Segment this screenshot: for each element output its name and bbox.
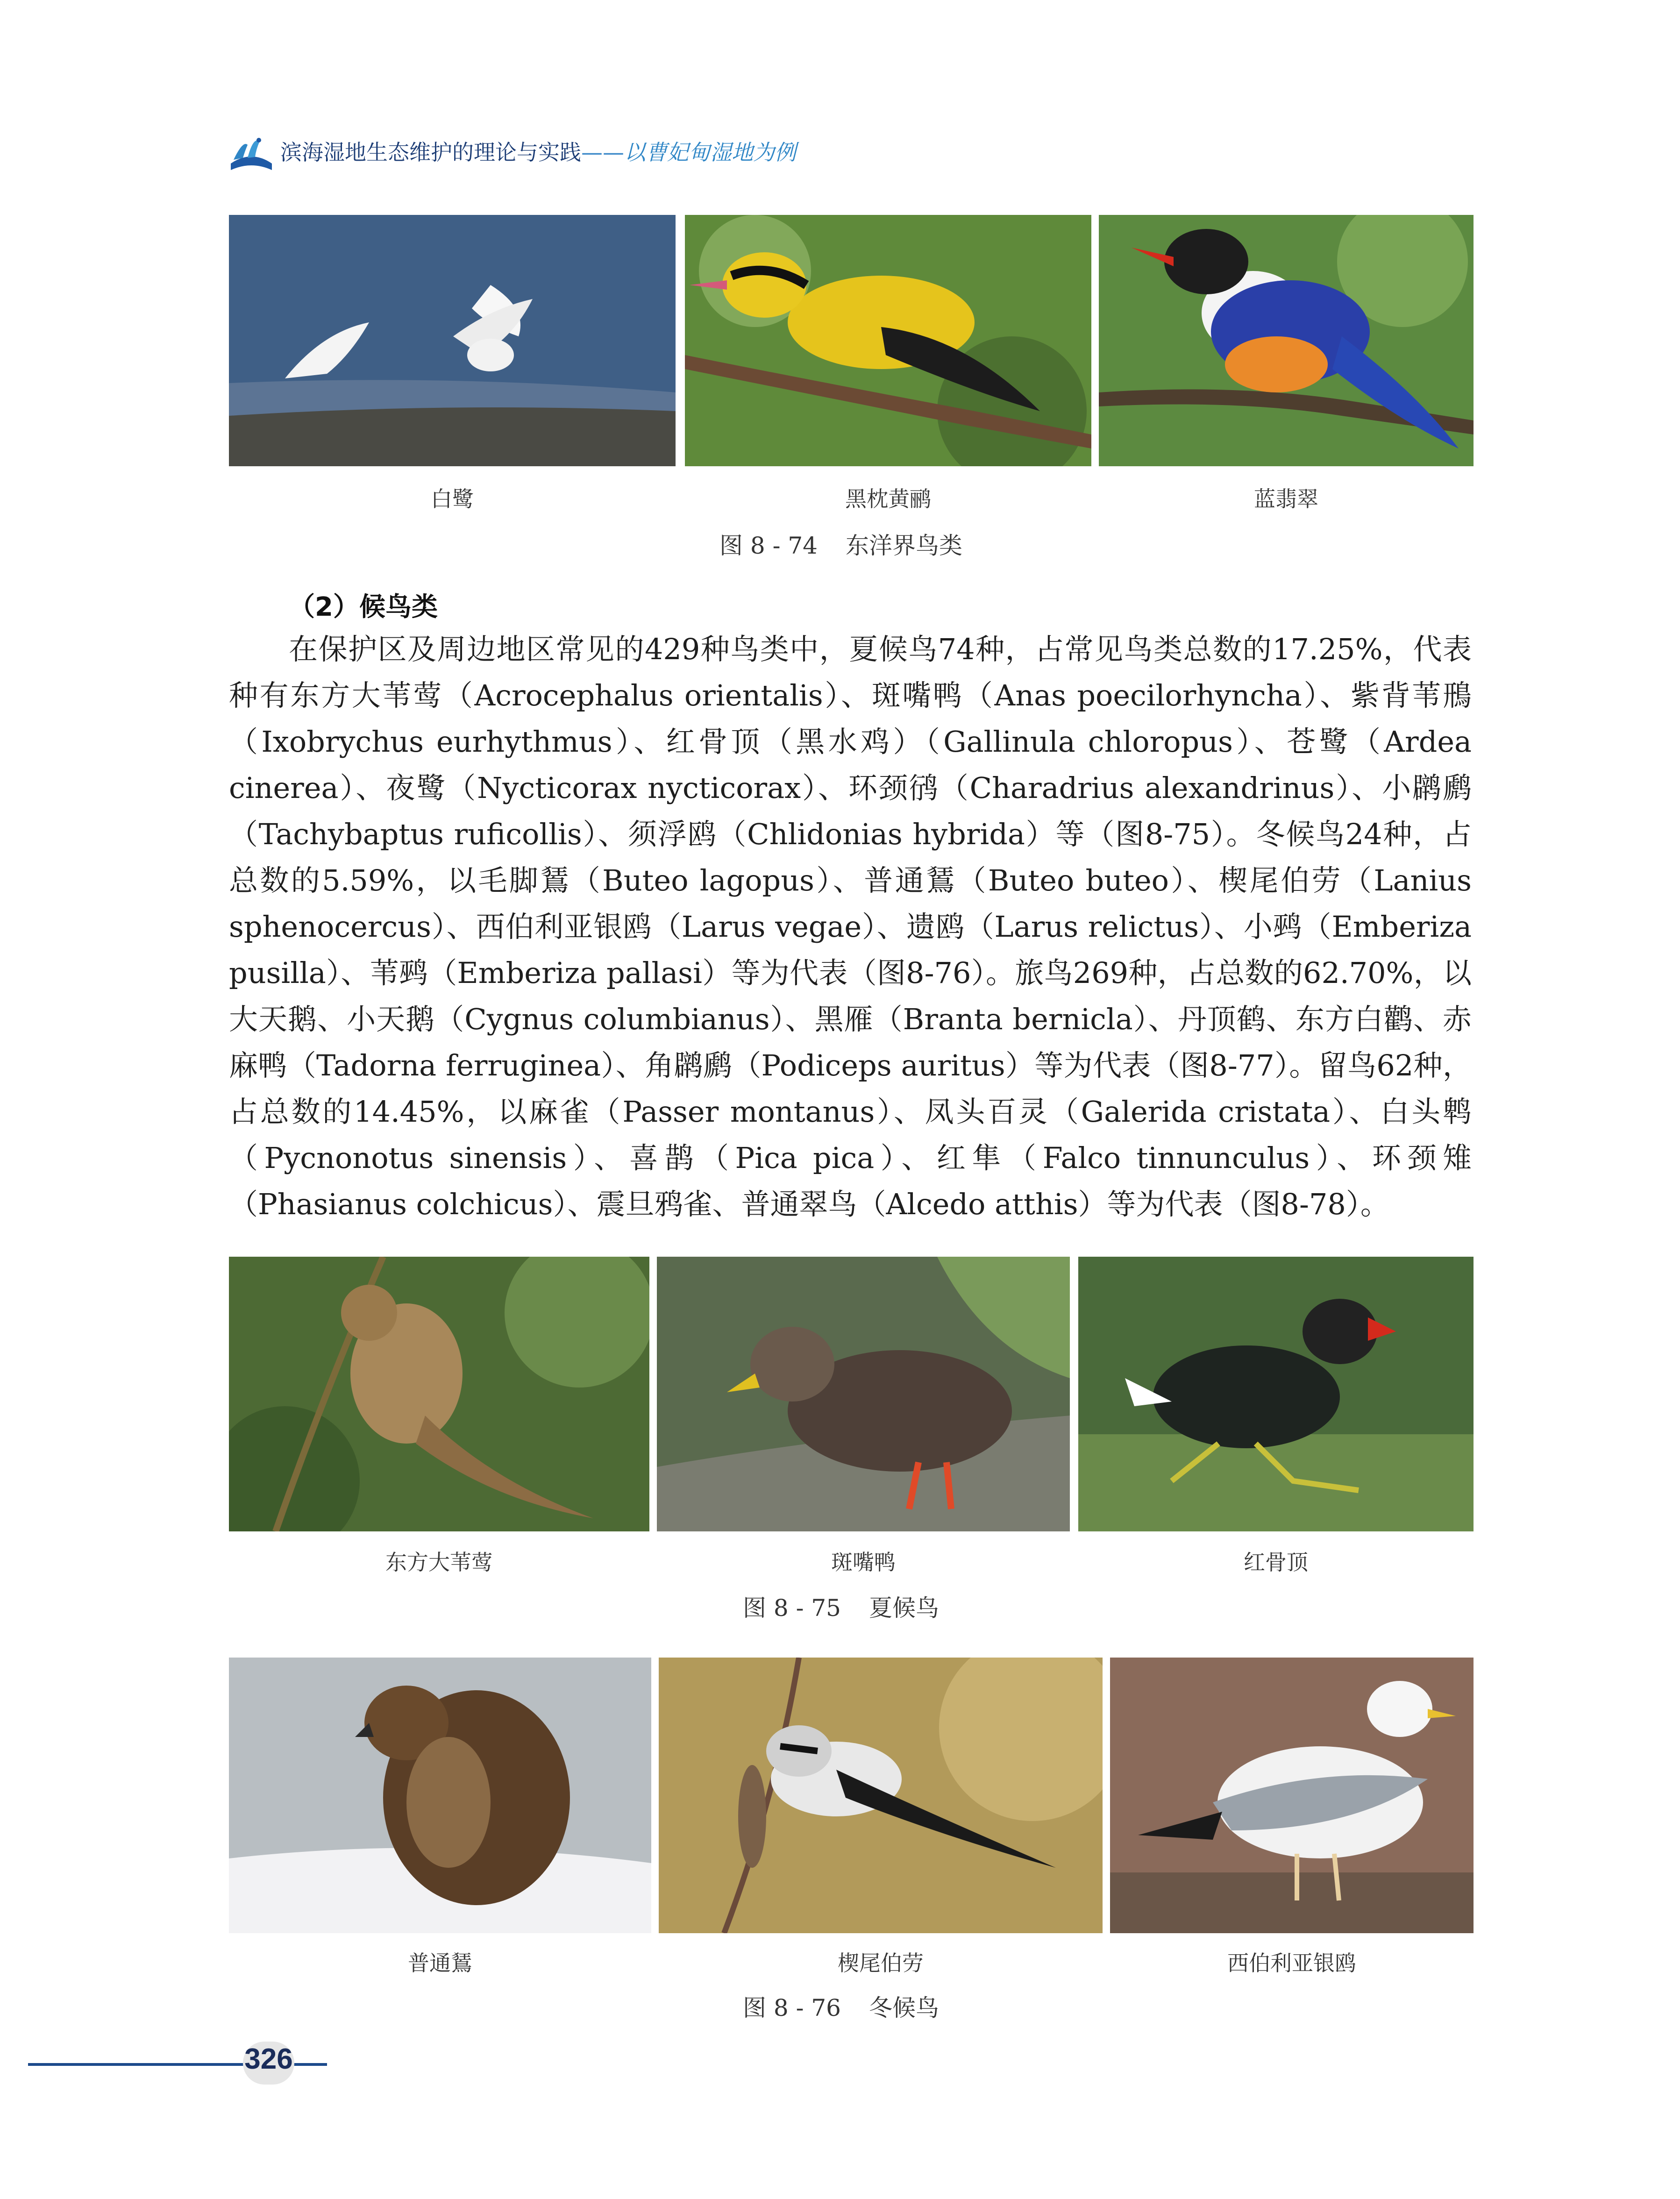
header-subtitle: 以曹妃甸湿地为例 (624, 140, 796, 165)
caption-spot-billed-duck: 斑嘴鸭 (831, 1550, 896, 1575)
page-number: 326 (244, 2043, 293, 2075)
photo-vega-gull (1110, 1658, 1474, 1933)
figure-caption-8-74 (607, 527, 1075, 561)
photo-oriental-reed-warbler (229, 1257, 649, 1531)
header-title: 滨海湿地生态维护的理论与实践 (280, 140, 581, 165)
figure-number: 图 8 - 75 (742, 1594, 841, 1622)
figure-number: 图 8 - 74 (719, 532, 818, 559)
figure-title: 夏候鸟 (869, 1594, 939, 1622)
caption-black-capped-kingfisher: 蓝翡翠 (1254, 486, 1318, 512)
body-paragraph: 在保护区及周边地区常见的429种鸟类中，夏候鸟74种，占常见鸟类总数的17.25%，代表种有东方大苇莺（Acrocephalus orientalis）、斑嘴鸭（Anas poecilorhyncha）、紫背苇鳽（Ixobrychus eurhythmus）、红骨顶（黑水鸡）（Gallinula chloropus）、苍鹭（Ardea cinerea）、夜鹭（Nycticorax nycticorax）、环颈鸻（Charadrius alexandrinus）、小䴙䴘（Tachybaptus ruficollis）、须浮鸥（Chlidonias hybrida）等（图8-75）。冬候鸟24种，占总数的5.59%，以毛脚鵟（Buteo lagopus）、普通鵟（Buteo buteo）、楔尾伯劳（Lanius sphenocercus）、西伯利亚银鸥（Larus vegae）、遗鸥（Larus relictus）、小鹀（Emberiza pusilla）、苇鹀（Emberiza pallasi）等为代表（图8-76）。旅鸟269种，占总数的62.70%，以大天鹅、小天鹅（Cygnus columbianus）、黑雁（Branta bernicla）、丹顶鹤、东方白鹳、赤麻鸭（Tadorna ferruginea）、角䴙䴘（Podiceps auritus）等为代表（图8-77）。留鸟62种，占总数的14.45%，以麻雀（Passer montanus）、凤头百灵（Galerida cristata）、白头鹎（Pycnonotus sinensis）、喜鹊（Pica pica）、红隼（Falco tinnunculus）、环颈雉（Phasianus colchicus）、震旦鸦雀、普通翠鸟（Alcedo atthis）等为代表（图8-78）。 (229, 632, 1472, 1221)
caption-oriental-reed-warbler: 东方大苇莺 (385, 1550, 493, 1575)
photo-common-buzzard (229, 1658, 651, 1933)
running-header (280, 135, 796, 166)
figure-title: 东洋界鸟类 (846, 532, 962, 559)
header-separator: —— (581, 140, 624, 165)
photo-black-capped-kingfisher (1099, 215, 1474, 466)
figure-caption-8-75 (607, 1589, 1075, 1623)
photo-common-moorhen (1078, 1257, 1474, 1531)
photo-black-naped-oriole (685, 215, 1091, 466)
book-logo-icon (229, 131, 274, 173)
caption-egret: 白鹭 (431, 486, 474, 512)
photo-egret (229, 215, 676, 466)
photo-chinese-grey-shrike (659, 1658, 1103, 1933)
caption-chinese-grey-shrike: 楔尾伯劳 (838, 1950, 924, 1976)
figure-title: 冬候鸟 (869, 1994, 939, 2021)
caption-common-moorhen: 红骨顶 (1244, 1550, 1308, 1575)
section-heading: （2）候鸟类 (289, 592, 438, 622)
photo-spot-billed-duck (657, 1257, 1070, 1531)
caption-black-naped-oriole: 黑枕黄鹂 (845, 486, 931, 512)
figure-caption-8-76 (607, 1989, 1075, 2023)
caption-common-buzzard: 普通鵟 (408, 1950, 472, 1976)
figure-number: 图 8 - 76 (742, 1994, 841, 2021)
caption-vega-gull: 西伯利亚银鸥 (1227, 1950, 1356, 1976)
